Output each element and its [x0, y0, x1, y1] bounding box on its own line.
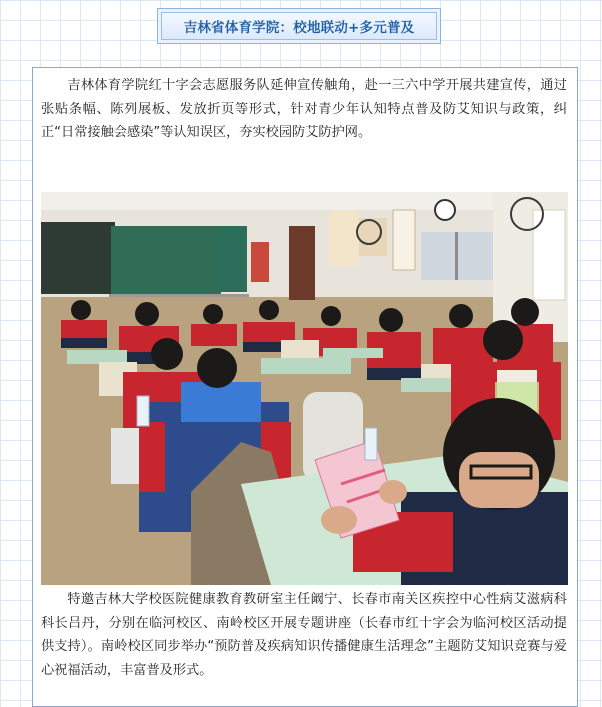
content-card: [32, 67, 578, 707]
classroom-photo: [41, 192, 568, 585]
section-title: 吉林省体育学院：校地联动+多元普及: [161, 12, 437, 40]
section-title-box: [157, 8, 441, 44]
paragraph-intro: 吉林体育学院红十字会志愿服务队延伸宣传触角，赴一三六中学开展共建宣传，通过张贴条幅、陈列展板、发放折页等形式，针对青少年认知特点普及防艾知识与政策，纠正“日常接触会感染”等认知误区，夯实校园防艾防护网。: [41, 78, 567, 140]
paragraph-lectures: 特邀吉林大学校医院健康教育教研室主任阚宁、长春市南关区疾控中心性病艾滋病科科长吕丹，分别在临河校区、南岭校区开展专题讲座（长春市红十字会为临河校区活动提供支持）。南岭校区同步举办“预防普及疾病知识传播健康生活理念”主题防艾知识竞赛与爱心祝福活动，丰富普及形式。: [41, 592, 567, 678]
